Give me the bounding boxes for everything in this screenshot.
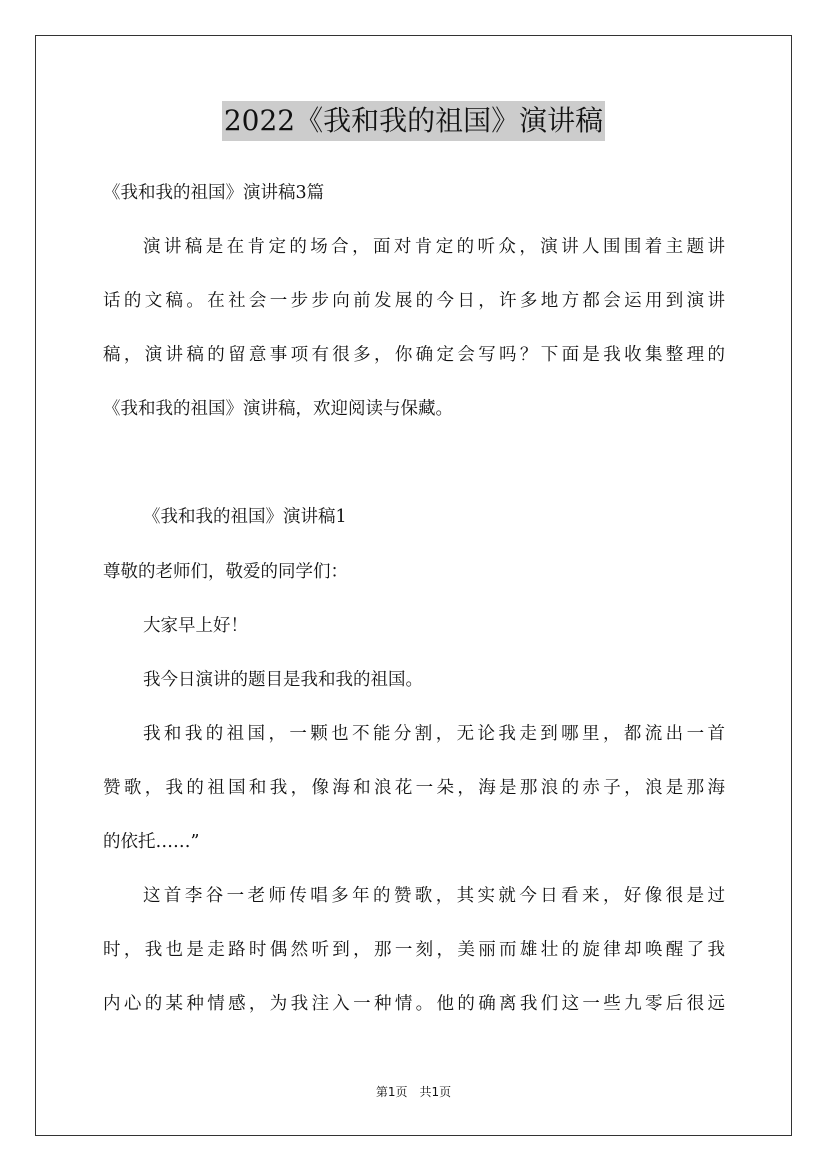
topic-line: 我今日演讲的题目是我和我的祖国。 xyxy=(143,670,423,690)
para1-line-1: 我和我的祖国，一颗也不能分割，无论我走到哪里，都流出一首 xyxy=(143,724,725,744)
title-container xyxy=(0,101,827,141)
document-title: 2022《我和我的祖国》演讲稿 xyxy=(222,101,605,141)
para1-line-2: 赞歌，我的祖国和我，像海和浪花一朵，海是那浪的赤子，浪是那海 xyxy=(103,778,725,798)
para2-line-3: 内心的某种情感，为我注入一种情。他的确离我们这一些九零后很远 xyxy=(103,994,725,1014)
para2-line-1: 这首李谷一老师传唱多年的赞歌，其实就今日看来，好像很是过 xyxy=(143,886,725,906)
page-number-footer: 第1页 共1页 xyxy=(375,1085,452,1099)
para1-line-3: 的依托……” xyxy=(103,832,200,852)
greeting: 大家早上好！ xyxy=(143,616,248,636)
document-subtitle: 《我和我的祖国》演讲稿3篇 xyxy=(103,183,325,203)
section-heading: 《我和我的祖国》演讲稿1 xyxy=(143,507,347,527)
intro-line-2: 话的文稿。在社会一步步向前发展的今日，许多地方都会运用到演讲 xyxy=(103,291,725,311)
intro-line-1: 演讲稿是在肯定的场合，面对肯定的听众，演讲人围围着主题讲 xyxy=(143,237,725,257)
para2-line-2: 时，我也是走路时偶然听到，那一刻，美丽而雄壮的旋律却唤醒了我 xyxy=(103,940,725,960)
intro-line-3: 稿，演讲稿的留意事项有很多，你确定会写吗？下面是我收集整理的 xyxy=(103,345,725,365)
intro-line-4: 《我和我的祖国》演讲稿，欢迎阅读与保藏。 xyxy=(103,399,453,419)
salutation: 尊敬的老师们，敬爱的同学们： xyxy=(103,562,348,582)
